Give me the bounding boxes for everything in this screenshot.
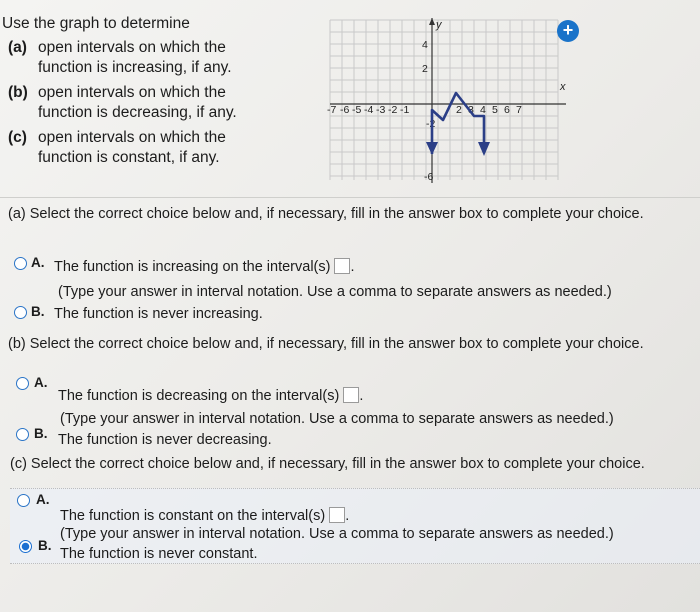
option-b-a-text <box>58 387 363 404</box>
question-c: (c) Select the correct choice below and, if necessary, fill in the answer box to complete your choice. <box>10 456 645 472</box>
x-tick-label: -2 <box>388 104 398 116</box>
intro-item-label: (a) <box>8 39 27 56</box>
option-letter: B. <box>34 426 48 441</box>
option-letter: A. <box>34 375 48 390</box>
option-b-b-text: The function is never decreasing. <box>58 432 272 448</box>
intro-item-line: open intervals on which the <box>38 129 226 146</box>
x-tick-label: 2 <box>456 104 462 116</box>
question-a: (a) Select the correct choice below and, if necessary, fill in the answer box to complete your choice. <box>8 206 644 222</box>
x-tick-label: -3 <box>376 104 386 116</box>
option-c-a-text <box>60 507 349 524</box>
x-axis-label: x <box>560 81 566 93</box>
x-tick-labels <box>327 104 522 116</box>
radio-a-option-b[interactable] <box>14 306 27 319</box>
function-curve <box>432 93 484 154</box>
function-graph <box>327 18 570 183</box>
zoom-in-icon[interactable]: + <box>557 20 579 42</box>
option-c-b-text: The function is never constant. <box>60 546 258 562</box>
option-hint: (Type your answer in interval notation. Use a comma to separate answers as needed.) <box>60 526 614 542</box>
intro-item-line: open intervals on which the <box>38 39 226 56</box>
option-a-a-text <box>54 258 355 275</box>
option-hint: (Type your answer in interval notation. Use a comma to separate answers as needed.) <box>58 284 612 300</box>
option-text: The function is decreasing on the interval(s) <box>58 388 340 404</box>
section-divider <box>0 197 700 198</box>
x-tick-label: -4 <box>364 104 374 116</box>
intro-item-line: function is decreasing, if any. <box>38 104 237 121</box>
x-tick-label: -5 <box>352 104 362 116</box>
x-tick-label: 3 <box>468 104 474 116</box>
y-axis-label: y <box>436 19 442 31</box>
y-tick-label: 2 <box>422 63 428 75</box>
x-tick-label: 7 <box>516 104 522 116</box>
curve-arrow-down-icon <box>426 142 438 155</box>
answer-box-increasing[interactable] <box>334 258 350 274</box>
x-tick-label: -7 <box>327 104 337 116</box>
option-letter: A. <box>36 492 50 507</box>
intro-item-label: (c) <box>8 129 27 146</box>
y-tick-label: -6 <box>424 171 434 183</box>
x-tick-label: 4 <box>480 104 486 116</box>
option-a-b-text: The function is never increasing. <box>54 306 263 322</box>
question-b: (b) Select the correct choice below and, if necessary, fill in the answer box to complete your choice. <box>8 336 644 352</box>
answer-box-constant[interactable] <box>329 507 345 523</box>
radio-b-option-b[interactable] <box>16 428 29 441</box>
radio-b-option-a[interactable] <box>16 377 29 390</box>
y-axis-arrow-icon <box>429 18 435 25</box>
answer-box-decreasing[interactable] <box>343 387 359 403</box>
option-hint: (Type your answer in interval notation. Use a comma to separate answers as needed.) <box>60 411 614 427</box>
punctuation: . <box>350 259 355 275</box>
intro-item-line: function is constant, if any. <box>38 149 220 166</box>
x-tick-label: -1 <box>400 104 410 116</box>
radio-a-option-a[interactable] <box>14 257 27 270</box>
option-text: The function is increasing on the interval(s) <box>54 259 331 275</box>
intro-item-line: open intervals on which the <box>38 84 226 101</box>
y-tick-label: -2 <box>426 118 436 130</box>
graph-grid <box>330 20 558 180</box>
x-tick-label: -6 <box>340 104 350 116</box>
punctuation: . <box>345 508 350 524</box>
punctuation: . <box>359 388 364 404</box>
option-text: The function is constant on the interval(s) <box>60 508 326 524</box>
intro-item-label: (b) <box>8 84 28 101</box>
option-letter: B. <box>38 538 52 553</box>
intro-heading: Use the graph to determine <box>2 15 190 32</box>
y-tick-label: 4 <box>422 39 428 51</box>
x-tick-label: 5 <box>492 104 498 116</box>
curve-arrow-down-icon <box>478 142 490 156</box>
intro-item-line: function is increasing, if any. <box>38 59 232 76</box>
radio-c-option-a[interactable] <box>17 494 30 507</box>
x-tick-label: 6 <box>504 104 510 116</box>
option-letter: A. <box>31 255 45 270</box>
radio-c-option-b-selected[interactable] <box>19 540 32 553</box>
option-letter: B. <box>31 304 45 319</box>
